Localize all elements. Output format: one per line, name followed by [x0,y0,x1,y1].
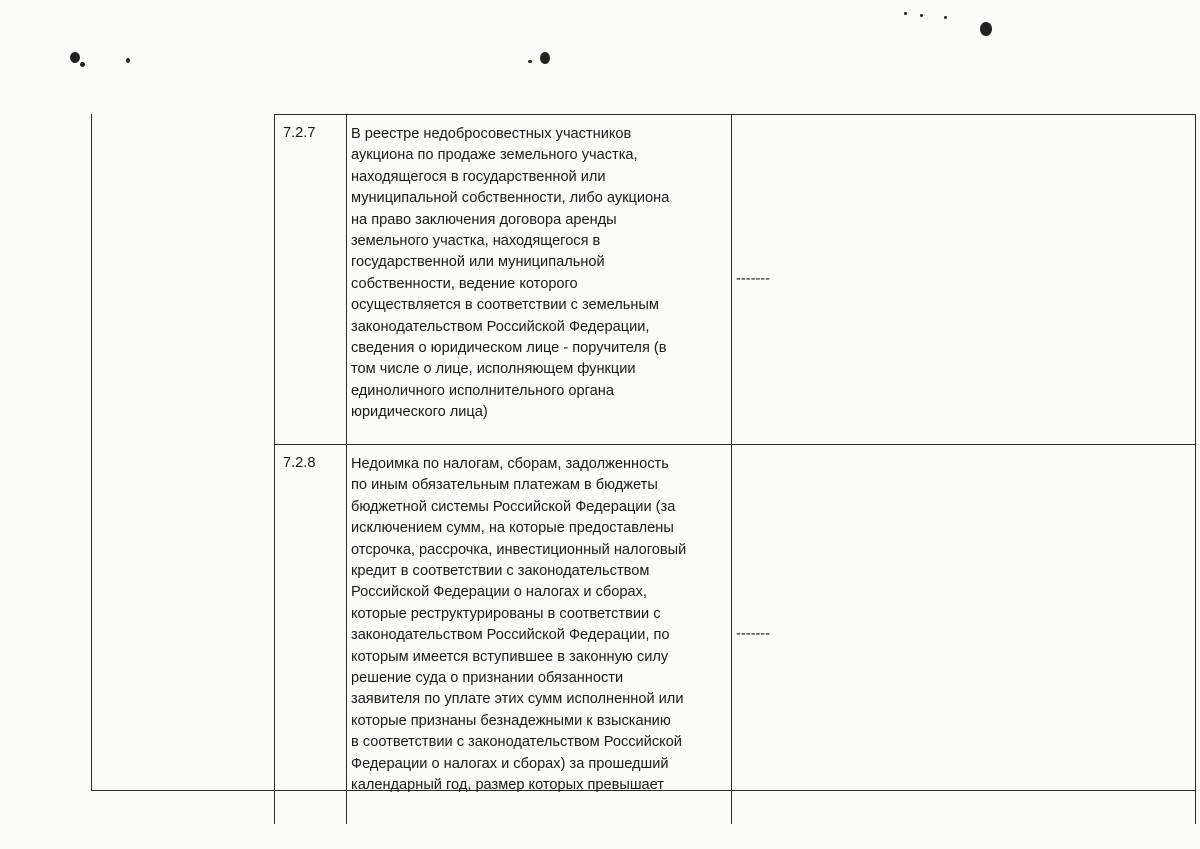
text-line: которые реструктурированы в соответствии с [351,605,661,622]
text-line: находящегося в государственной или [351,168,606,185]
row-number: 7.2.7 [275,115,347,445]
requirements-table [274,114,1196,824]
text-line: Недоимка по налогам, сборам, задолженность [351,456,669,472]
scan-speck [944,16,947,19]
scan-speck [980,22,992,36]
text-line: том числе о лице, исполняющем функции [351,361,636,378]
scan-speck [80,62,85,67]
table-row [275,115,1196,445]
text-line: исключением сумм, на которые предоставлены [351,520,674,537]
text-line: юридического лица) [351,404,488,421]
scan-speck [540,52,550,64]
row-value: ------- [732,115,1196,445]
text-line: отсрочка, рассрочка, инвестиционный налоговый [351,541,687,558]
text-line: государственной или муниципальной [351,254,605,271]
text-line: Федерации о налогах и сборах) за прошедший [351,755,669,772]
text-line: муниципальной собственности, либо аукциона [351,190,670,207]
scan-speck [904,12,907,15]
text-line: в соответствии с законодательством Российской [351,734,682,751]
text-line: на право заключения договора аренды [351,211,617,228]
scan-speck [126,58,130,63]
text-line: аукциона по продаже земельного участка, [351,147,638,164]
text-line: Российской Федерации о налогах и сборах, [351,584,647,601]
text-line: законодательством Российской Федерации, [351,318,650,335]
text-line: собственности, ведение которого [351,275,578,292]
table-row [275,445,1196,825]
text-line: которые признаны безнадежными к взысканию [351,712,671,729]
text-line: земельного участка, находящегося в [351,233,601,250]
row-number: 7.2.8 [275,445,347,825]
text-line: законодательством Российской Федерации, по [351,627,670,644]
text-line: календарный год, размер которых превышает [351,777,664,794]
row-description [347,115,732,445]
text-line: по иным обязательным платежам в бюджеты [351,477,658,494]
text-line: сведения о юридическом лице - поручителя (в [351,340,667,357]
row-description [347,445,732,825]
scan-speck [528,60,532,63]
text-line: которым имеется вступившее в законную силу [351,648,669,665]
text-line: единоличного исполнительного органа [351,382,614,399]
text-line: решение суда о признании обязанности [351,670,624,687]
scan-speck [920,14,923,17]
text-line: заявителя по уплате этих сумм исполненной или [351,691,684,708]
table-left-border [91,114,92,791]
text-line: бюджетной системы Российской Федерации (за [351,498,676,515]
text-line: В реестре недобросовестных участников [351,126,632,142]
row-value: ------- [732,445,1196,825]
scan-speck [70,52,80,63]
text-line: осуществляется в соответствии с земельным [351,297,659,314]
text-line: кредит в соответствии с законодательством [351,563,650,580]
